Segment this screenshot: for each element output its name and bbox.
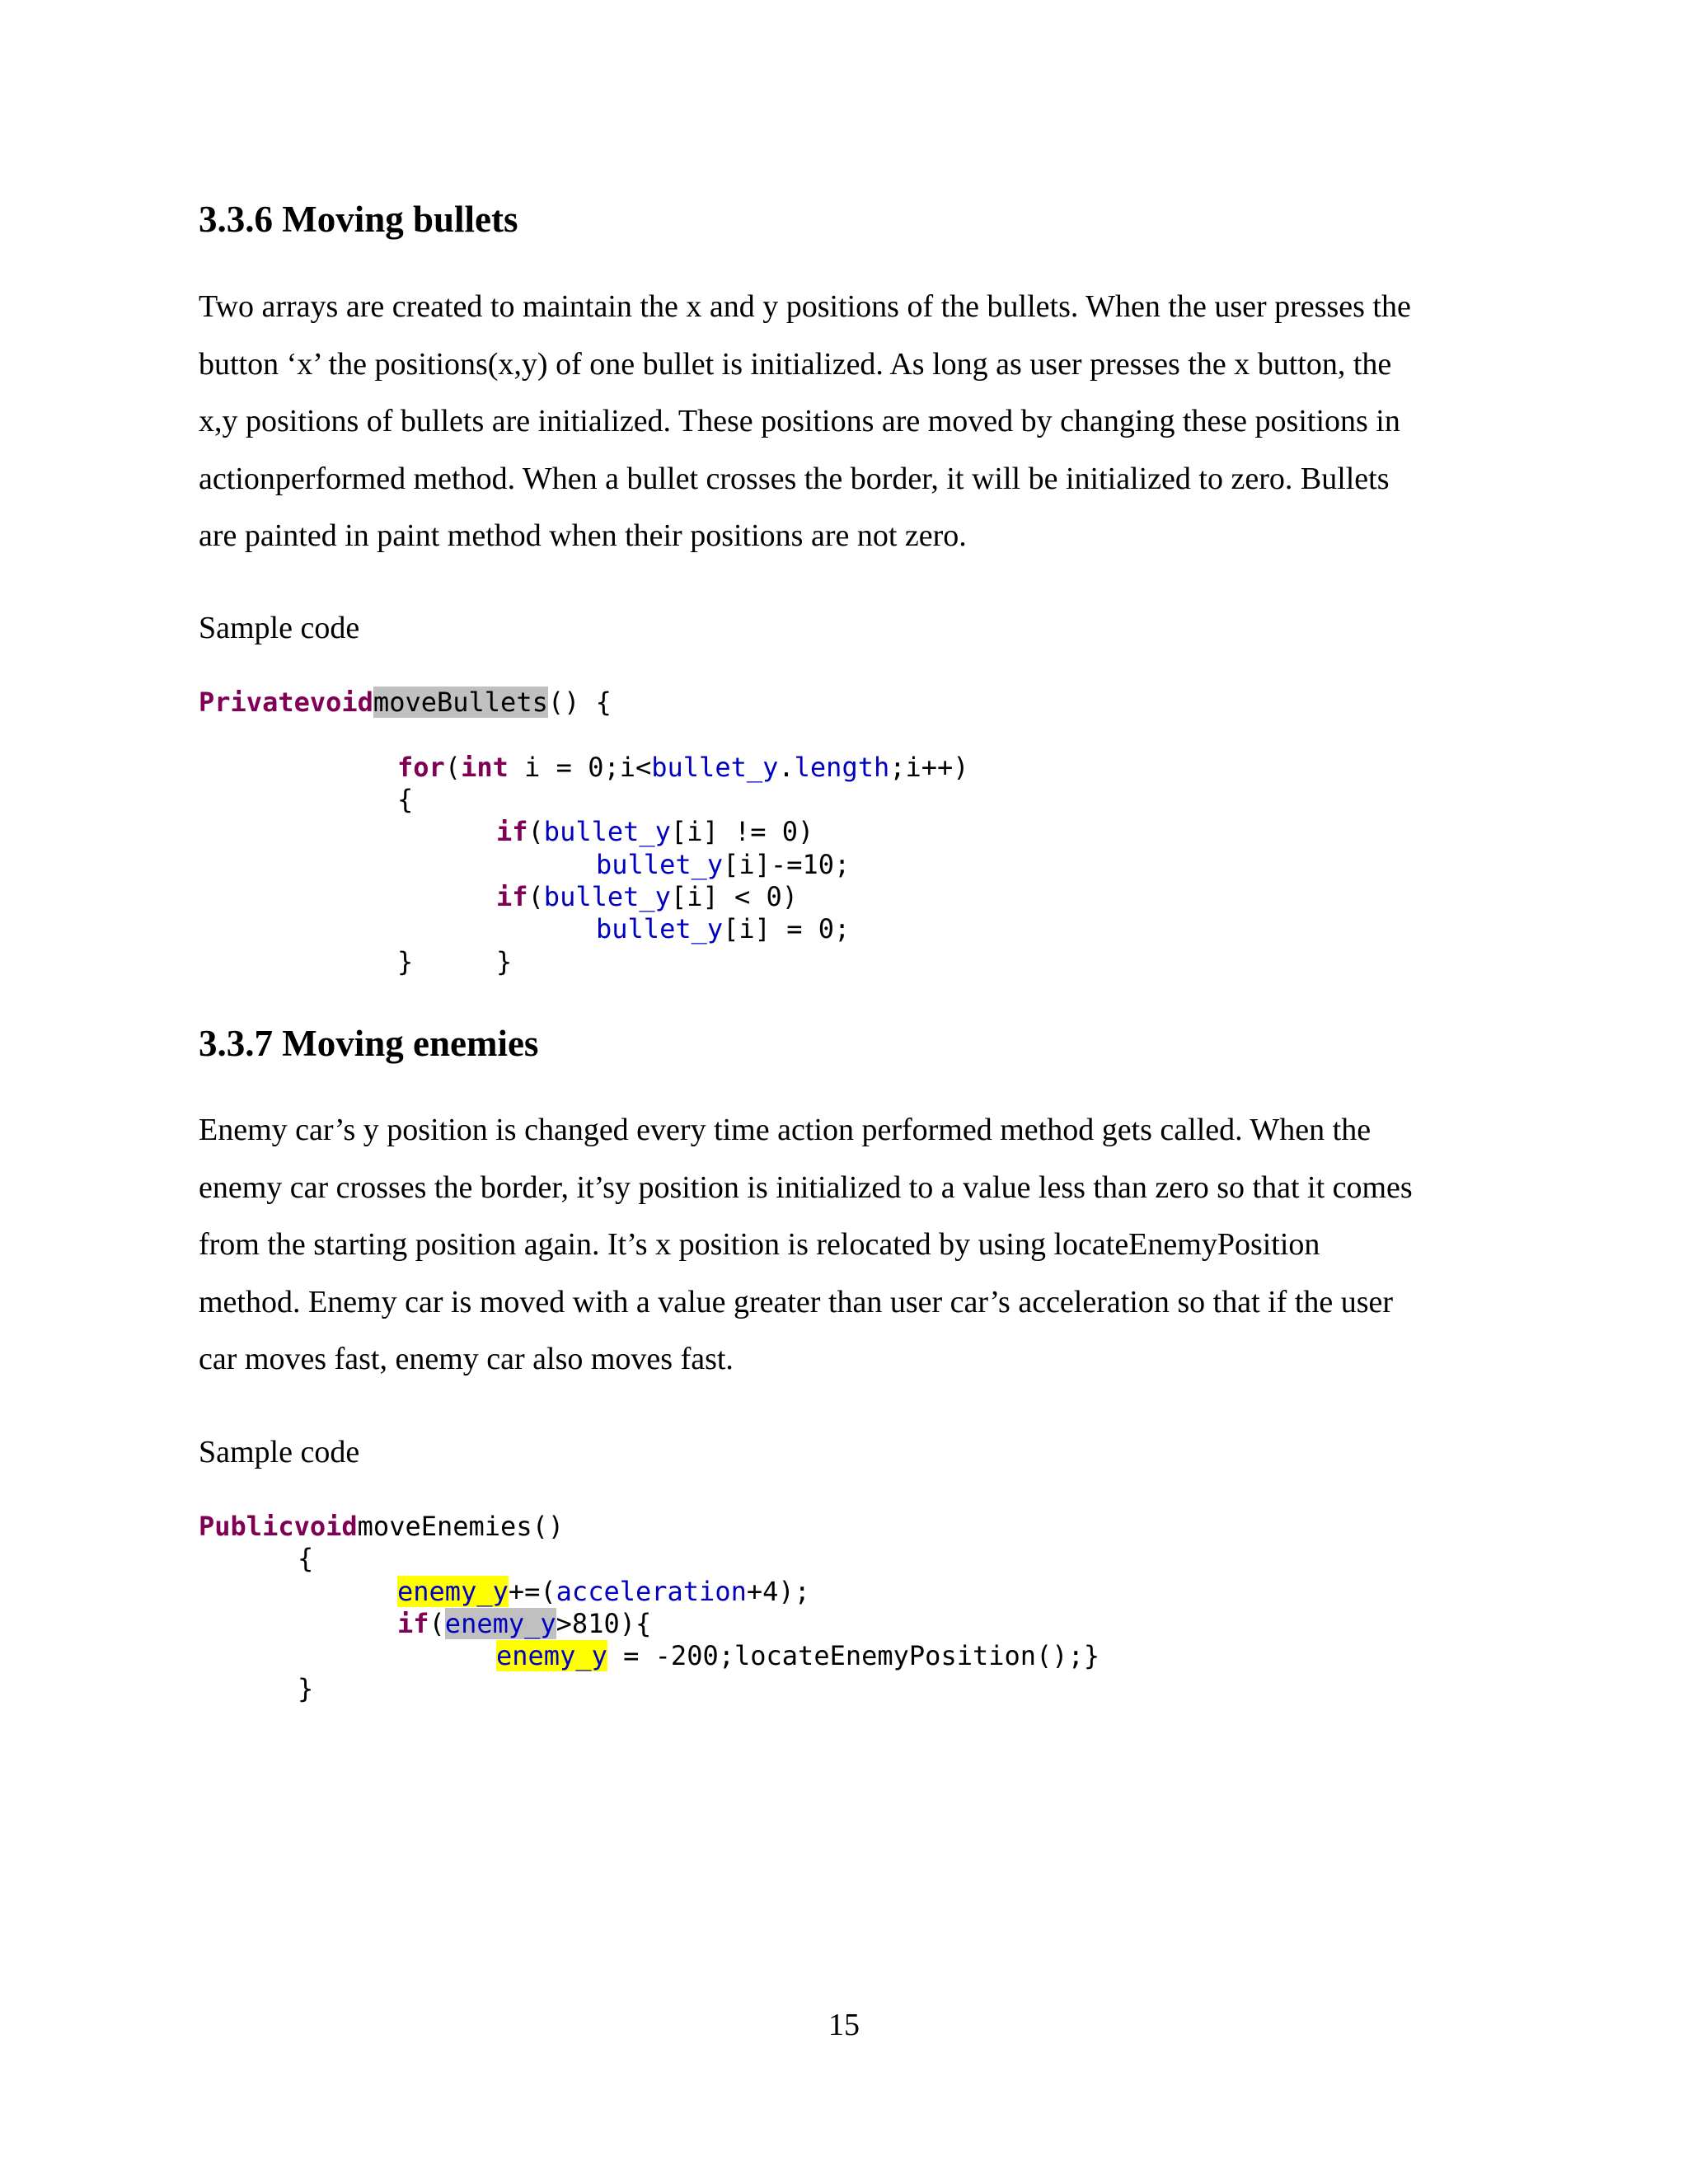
page-number: 15 <box>828 2008 860 2042</box>
code-line: { <box>397 784 414 815</box>
section-heading-moving-enemies: 3.3.7 Moving enemies <box>199 1023 539 1064</box>
code-line: } <box>397 946 414 977</box>
code-line: enemy_y = -200;locateEnemyPosition();} <box>496 1640 1100 1671</box>
code-line: { <box>298 1543 314 1574</box>
paragraph-moving-bullets <box>199 279 1501 565</box>
code-line: bullet_y[i]-=10; <box>596 849 851 880</box>
code-line: if(enemy_y>810){ <box>397 1608 652 1639</box>
paragraph-line: are painted in paint method when their positions are not zero. <box>199 518 967 553</box>
paragraph-line: enemy car crosses the border, it’sy position is initialized to a value less than zero so that it comes <box>199 1169 1413 1205</box>
paragraph-line: actionperformed method. When a bullet crosses the border, it will be initialized to zero. Bullets <box>199 461 1390 496</box>
paragraph-line: x,y positions of bullets are initialized. These positions are moved by changing these positions in <box>199 404 1400 438</box>
code-line: PublicvoidmoveEnemies() <box>199 1511 565 1542</box>
code-line: PrivatevoidmoveBullets() { <box>199 687 612 718</box>
code-line: } <box>496 946 513 977</box>
code-line: enemy_y+=(acceleration+4); <box>397 1576 810 1607</box>
paragraph-moving-enemies <box>199 1102 1501 1389</box>
paragraph-line: Enemy car’s y position is changed every time action performed method gets called. When the <box>199 1113 1372 1147</box>
sample-code-label: Sample code <box>199 611 360 645</box>
paragraph-line: method. Enemy car is moved with a value greater than user car’s acceleration so that if the user <box>199 1284 1394 1319</box>
code-line: } <box>298 1673 314 1704</box>
paragraph-line: car moves fast, enemy car also moves fast. <box>199 1342 734 1376</box>
paragraph-line: Two arrays are created to maintain the x and y positions of the bullets. When the user presses the <box>199 289 1411 324</box>
code-line: if(bullet_y[i] != 0) <box>496 816 814 847</box>
section-heading-moving-bullets: 3.3.6 Moving bullets <box>199 199 518 240</box>
sample-code-label: Sample code <box>199 1435 360 1469</box>
code-line: bullet_y[i] = 0; <box>596 913 851 944</box>
paragraph-line: from the starting position again. It’s x position is relocated by using locateEnemyPosition <box>199 1227 1320 1262</box>
paragraph-line: button ‘x’ the positions(x,y) of one bullet is initialized. As long as user presses the x button, the <box>199 346 1392 382</box>
code-line: for(int i = 0;i<bullet_y.length;i++) <box>397 752 969 783</box>
code-line: if(bullet_y[i] < 0) <box>496 881 799 912</box>
